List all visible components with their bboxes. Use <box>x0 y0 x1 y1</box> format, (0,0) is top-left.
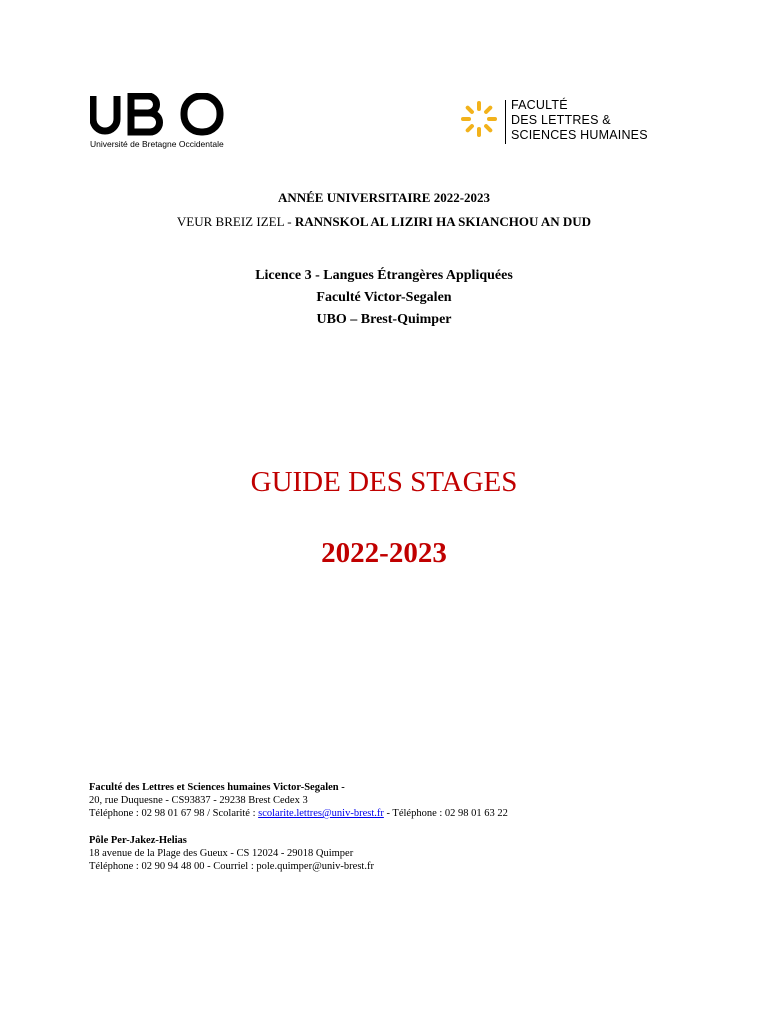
quimper-pole-name: Pôle Per-Jakez-Helias <box>89 835 187 846</box>
faculty-logo <box>460 98 670 148</box>
brest-phone-suffix: - Téléphone : 02 98 01 63 22 <box>383 808 508 819</box>
ubo-logo <box>90 93 230 153</box>
sun-burst-icon <box>460 100 498 138</box>
brest-faculty-name: Faculté des Lettres et Sciences humaines Victor-Segalen - <box>89 782 345 793</box>
program-line: UBO – Brest-Quimper <box>316 312 452 327</box>
breton-bold: RANNSKOL AL LIZIRI HA SKIANCHOU AN DUD <box>294 214 592 229</box>
breton-heading <box>0 214 768 230</box>
logo-divider <box>505 100 506 144</box>
breton-prefix: VEUR BREIZ IZEL - <box>176 214 295 229</box>
program-line: Faculté Victor-Segalen <box>316 290 452 305</box>
faculty-logo-line: DES LETTRES & <box>511 113 611 127</box>
brest-phone-prefix: Téléphone : 02 98 01 67 98 / Scolarité : <box>89 808 259 819</box>
program-block <box>0 265 768 331</box>
academic-year: ANNÉE UNIVERSITAIRE 2022-2023 <box>277 190 491 205</box>
scolarite-email-link[interactable]: scolarite.lettres@univ-brest.fr <box>258 808 384 819</box>
ubo-wordmark-icon <box>90 93 230 137</box>
quimper-address: 18 avenue de la Plage des Gueux - CS 12024 - 29018 Quimper <box>89 848 354 859</box>
title-years: 2022-2023 <box>321 537 447 569</box>
brest-address: 20, rue Duquesne - CS93837 - 29238 Brest Cedex 3 <box>89 795 308 806</box>
faculty-logo-line: SCIENCES HUMAINES <box>511 128 648 142</box>
faculty-logo-line: FACULTÉ <box>511 98 568 112</box>
program-line: Licence 3 - Langues Étrangères Appliquées <box>255 268 513 283</box>
page-title: GUIDE DES STAGES <box>250 466 518 498</box>
ubo-subtitle: Université de Bretagne Occidentale <box>90 139 224 149</box>
brest-phone-line <box>89 807 508 820</box>
quimper-contact-line: Téléphone : 02 90 94 48 00 - Courriel : pole.quimper@univ-brest.fr <box>89 861 374 872</box>
contact-block <box>89 781 508 873</box>
faculty-logo-text <box>511 98 648 143</box>
